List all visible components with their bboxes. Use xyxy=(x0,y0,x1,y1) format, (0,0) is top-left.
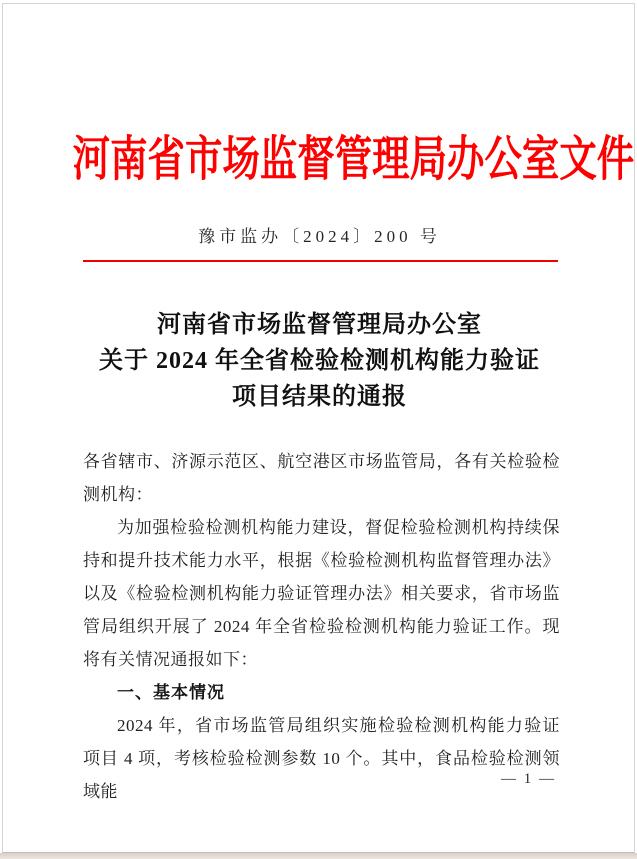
document-title xyxy=(3,307,636,415)
document-title-line-1: 河南省市场监督管理局办公室 xyxy=(157,312,482,338)
red-banner-title: 河南省市场监督管理局办公室文件 xyxy=(72,133,635,186)
document-page xyxy=(2,3,635,853)
document-title-line-3: 项目结果的通报 xyxy=(232,384,407,410)
section-heading: 一、基本情况 xyxy=(117,683,225,702)
document-body xyxy=(83,445,560,808)
body-paragraph: 为加强检验检测机构能力建设，督促检验检测机构持续保持和提升技术能力水平，根据《检验检测机构监督管理办法》以及《检验检测机构能力验证管理办法》相关要求，省市场监管局组织开展了 2024 年全省检验检测机构能力验证工作。现将有关情况通报如下： xyxy=(83,518,560,669)
page-bottom-edge xyxy=(0,853,637,859)
salutation-paragraph: 各省辖市、济源示范区、航空港区市场监管局，各有关检验检测机构： xyxy=(83,452,560,504)
red-divider-line xyxy=(83,260,558,262)
document-number: 豫市监办〔2024〕200 号 xyxy=(198,227,441,246)
document-title-line-2: 关于 2024 年全省检验检测机构能力验证 xyxy=(99,348,540,374)
page-number: — 1 — xyxy=(501,771,556,787)
body-paragraph: 2024 年，省市场监管局组织实施检验检测机构能力验证项目 4 项，考核检验检测参数 10 个。其中，食品检验检测领域能 xyxy=(83,716,560,801)
